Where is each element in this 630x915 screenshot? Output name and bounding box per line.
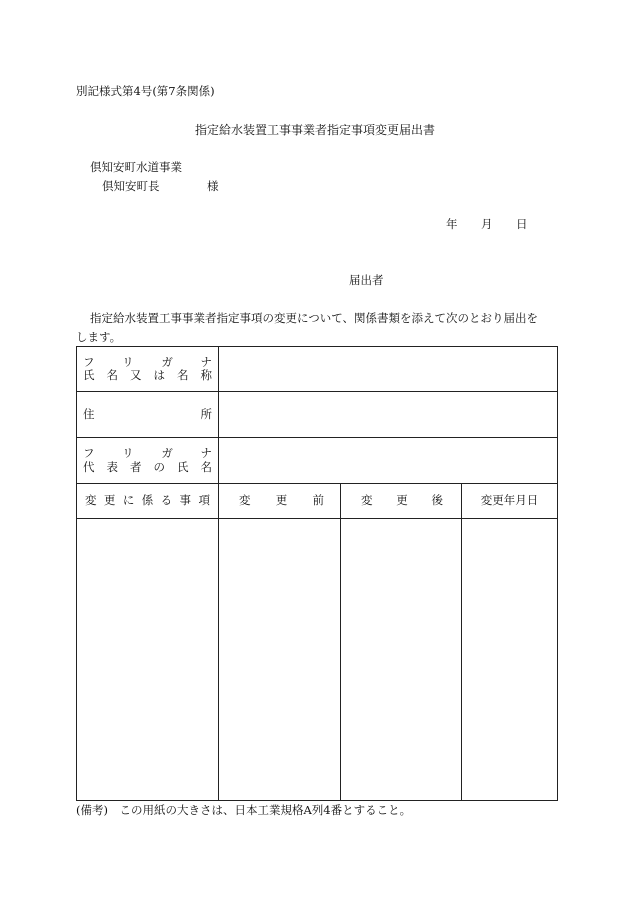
label-name-furigana [77,347,219,392]
column-header-change-date: 変更年月日 [462,484,558,519]
column-header-before: 変 更 前 [219,484,341,519]
change-date-cell[interactable] [462,519,558,801]
column-header-change-item: 変 更 に 係 る 事 項 [77,484,219,519]
change-notification-table [76,346,558,801]
name-line: 氏 名 又 は 名 称 [83,368,212,382]
date-month: 月 [481,217,493,231]
date-day: 日 [516,217,528,231]
representative-field[interactable] [219,438,558,484]
label-representative [77,438,219,484]
representative-line: 代 表 者 の 氏 名 [83,459,212,474]
change-item-cell[interactable] [77,519,219,801]
address-field[interactable] [219,392,558,438]
body-text-line1: 指定給水装置工事事業者指定事項の変更について、関係書類を添えて次のとおり届出を [90,311,539,325]
document-title: 指定給水装置工事事業者指定事項変更届出書 [195,123,436,137]
name-field[interactable] [219,347,558,392]
form-reference: 別記様式第4号(第7条関係) [76,84,215,98]
furigana-line: フ リ ガ ナ [83,354,212,369]
footnote: (備考) この用紙の大きさは、日本工業規格A列4番とすること。 [76,803,412,817]
date-year: 年 [446,217,458,231]
furigana-line: フ リ ガ ナ [83,446,212,460]
column-header-after: 変 更 後 [341,484,462,519]
after-cell[interactable] [341,519,462,801]
addressee-person: 倶知安町長 [102,179,160,193]
before-cell[interactable] [219,519,341,801]
body-text-line2: します。 [76,330,122,344]
addressee-honorific: 様 [207,179,219,193]
addressee-org: 倶知安町水道事業 [90,160,182,174]
applicant-label: 届出者 [349,273,384,287]
label-address: 住 所 [77,392,219,438]
